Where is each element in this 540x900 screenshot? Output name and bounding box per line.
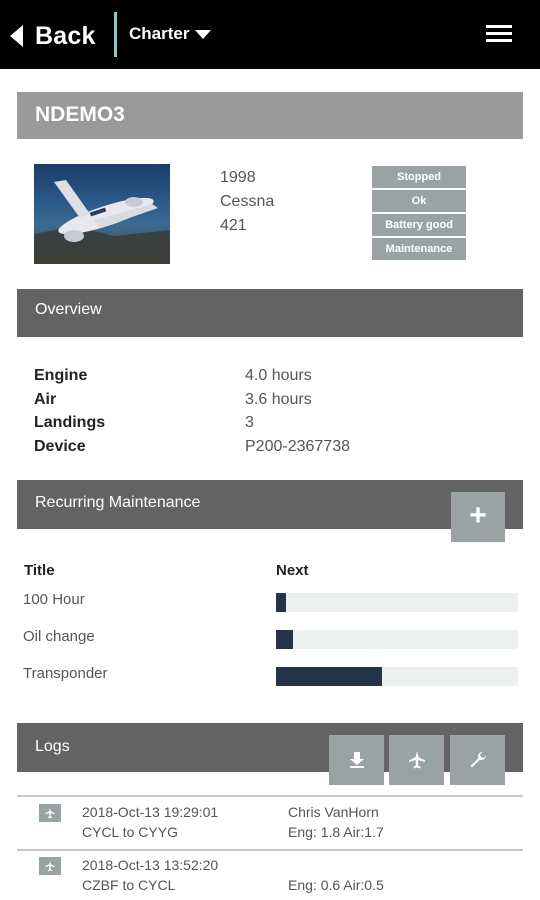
maintenance-progress-track (276, 667, 518, 686)
overview-key: Landings (34, 414, 106, 431)
maintenance-progress-track (276, 593, 518, 612)
logs-header (17, 723, 523, 772)
add-maintenance-button[interactable]: + (451, 492, 505, 542)
recurring-maintenance-title: Recurring Maintenance (35, 494, 201, 511)
log-divider (17, 795, 523, 797)
overview-key: Device (34, 437, 86, 455)
aircraft-header-bar (17, 92, 523, 139)
add-flight-log-button[interactable] (389, 735, 444, 785)
log-pilot (288, 855, 384, 875)
airplane-icon (44, 807, 56, 819)
add-maintenance-log-button[interactable] (450, 735, 505, 785)
aircraft-year: 1998 (220, 169, 256, 186)
flight-log-icon (39, 804, 61, 822)
download-icon (347, 750, 367, 770)
logs-title: Logs (35, 738, 70, 755)
recurring-maintenance-header (17, 480, 523, 529)
overview-value: 4.0 hours (245, 367, 312, 384)
overview-row (34, 435, 350, 459)
status-badge: Ok (372, 190, 466, 212)
top-nav-bar (0, 0, 540, 69)
overview-row (34, 364, 350, 388)
log-times: Eng: 1.8 Air:1.7 (288, 824, 384, 840)
log-entry-main[interactable] (82, 855, 218, 895)
status-badge: Maintenance (372, 238, 466, 260)
maintenance-progress-fill (276, 667, 382, 686)
airplane-icon (407, 750, 427, 770)
download-logs-button[interactable] (329, 735, 384, 785)
overview-key: Air (34, 390, 57, 408)
log-divider (17, 849, 523, 851)
aircraft-photo (34, 164, 170, 264)
overview-value: 3.6 hours (245, 390, 312, 408)
status-badge: Battery good (372, 214, 466, 236)
status-badges (372, 166, 466, 262)
maintenance-item-title: 100 Hour (23, 591, 85, 608)
charter-label: Charter (129, 24, 190, 43)
column-title-header: Title (24, 562, 55, 579)
overview-value: P200-2367738 (245, 437, 350, 455)
back-label: Back (35, 21, 96, 50)
aircraft-tail-number: NDEMO3 (35, 103, 125, 126)
flight-log-icon (39, 857, 61, 875)
log-route: CYCL to CYYG (82, 824, 178, 840)
status-badge: Stopped (372, 166, 466, 188)
aircraft-model: 421 (220, 217, 247, 234)
charter-dropdown[interactable] (129, 24, 211, 44)
log-times: Eng: 0.6 Air:0.5 (288, 877, 384, 893)
nav-divider (114, 12, 117, 57)
maintenance-item-title: Transponder (23, 665, 108, 682)
overview-value: 3 (245, 414, 254, 431)
overview-row (34, 411, 350, 435)
overview-header (17, 289, 523, 337)
wrench-icon (468, 750, 488, 770)
log-entry-details (288, 855, 384, 895)
column-next-header: Next (276, 562, 309, 579)
overview-key: Engine (34, 367, 88, 384)
log-datetime: 2018-Oct-13 13:52:20 (82, 857, 219, 873)
back-button[interactable] (10, 20, 96, 52)
log-pilot: Chris VanHorn (288, 804, 379, 820)
hamburger-menu-icon[interactable] (486, 25, 512, 43)
overview-title: Overview (35, 301, 102, 318)
maintenance-progress-fill (276, 630, 293, 649)
overview-row (34, 388, 350, 412)
airplane-icon (44, 860, 56, 872)
log-entry-details (288, 802, 384, 842)
caret-down-icon (195, 30, 211, 39)
log-datetime: 2018-Oct-13 19:29:01 (82, 804, 219, 820)
maintenance-progress-fill (276, 593, 286, 612)
maintenance-progress-track (276, 630, 518, 649)
aircraft-specs (220, 166, 274, 238)
log-route: CZBF to CYCL (82, 877, 176, 893)
maintenance-item-title: Oil change (23, 628, 95, 645)
back-arrow-icon (10, 25, 23, 47)
aircraft-make: Cessna (220, 193, 275, 210)
log-entry-main[interactable] (82, 802, 218, 842)
overview-table (34, 364, 350, 458)
